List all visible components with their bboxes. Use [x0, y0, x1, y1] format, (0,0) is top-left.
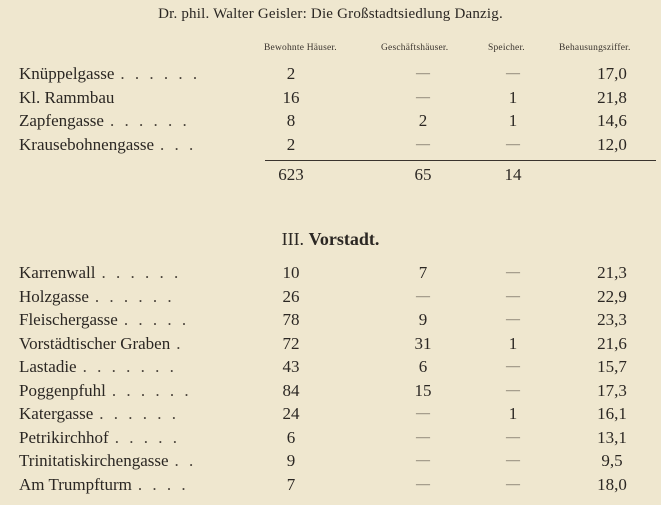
street-name — [19, 86, 264, 109]
street-name — [19, 332, 264, 355]
warehouses-cell: — — [506, 429, 520, 445]
commercial-houses-cell: — — [416, 406, 430, 421]
table-row — [0, 426, 661, 449]
leader-dots: . . . . . . — [101, 263, 182, 282]
warehouses-cell: — — [506, 382, 520, 398]
street-name — [19, 285, 264, 308]
inhabited-houses-cell: 7 — [286, 474, 296, 494]
occupancy-rate-cell: 17,3 — [597, 380, 627, 400]
occupancy-rate-cell: 14,6 — [597, 111, 627, 130]
leader-dots: . . . . . . — [94, 286, 175, 306]
occupancy-rate-cell: 22,9 — [597, 286, 627, 306]
occupancy-rate-cell: 21,6 — [597, 333, 627, 353]
occupancy-rate-cell: 23,3 — [597, 310, 627, 329]
street-name — [19, 261, 264, 284]
col-header-occupancy-rate: Behausungsziffer. — [559, 43, 631, 53]
commercial-houses-cell: 15 — [414, 380, 432, 400]
leader-dots: . . . . . — [114, 427, 180, 447]
commercial-houses-cell: — — [416, 288, 430, 304]
inhabited-houses-cell: 43 — [282, 357, 300, 376]
warehouses-cell: — — [506, 453, 520, 468]
inhabited-houses-cell: 2 — [286, 64, 296, 83]
warehouses-cell: — — [506, 476, 520, 492]
inhabited-houses-cell: 2 — [286, 134, 296, 154]
commercial-houses-cell: 2 — [418, 111, 428, 130]
street-name — [19, 473, 264, 496]
leader-dots: . . . . . . — [111, 380, 192, 400]
warehouses-cell: — — [506, 136, 520, 152]
occupancy-rate-cell: 17,0 — [597, 64, 627, 83]
street-name — [19, 133, 264, 156]
warehouses-cell: — — [506, 66, 520, 81]
table-row — [0, 261, 661, 284]
street-label: Fleischergasse — [19, 310, 118, 329]
inhabited-houses-cell: 16 — [282, 87, 300, 107]
leader-dots: . . . . . . — [109, 111, 190, 130]
leader-dots: . . . . . . — [120, 64, 201, 83]
table-row — [0, 285, 661, 308]
col-header-inhabited-houses: Bewohnte Häuser. — [264, 43, 337, 53]
leader-dots: . . . — [160, 134, 197, 154]
street-name — [19, 379, 264, 402]
street-label: Zapfengasse — [19, 111, 104, 130]
inhabited-houses-cell: 78 — [282, 310, 300, 329]
total-warehouses: 14 — [504, 165, 522, 184]
total-commercial: 65 — [414, 165, 432, 184]
commercial-houses-cell: — — [416, 66, 430, 81]
warehouses-cell: 1 — [508, 333, 518, 353]
leader-dots: . . . . . . — [99, 404, 180, 423]
occupancy-rate-cell: 16,1 — [597, 404, 627, 423]
inhabited-houses-cell: 6 — [286, 427, 296, 447]
leader-dots: . . — [174, 451, 197, 470]
warehouses-cell: 1 — [508, 404, 518, 423]
commercial-houses-cell: — — [416, 453, 430, 468]
total-inhabited: 623 — [278, 165, 304, 184]
section-number: III. — [281, 229, 305, 249]
occupancy-rate-cell: 12,0 — [597, 134, 627, 154]
commercial-houses-cell: — — [416, 429, 430, 445]
table-row — [0, 379, 661, 402]
street-label: Krausebohnengasse — [19, 134, 155, 154]
warehouses-cell: — — [506, 312, 520, 327]
commercial-houses-cell: 9 — [418, 310, 428, 329]
warehouses-cell: 1 — [508, 111, 518, 130]
col-header-warehouses: Speicher. — [488, 43, 525, 53]
commercial-houses-cell: — — [416, 136, 430, 152]
street-name — [19, 402, 264, 425]
occupancy-rate-cell: 21,3 — [597, 263, 627, 282]
warehouses-cell: — — [506, 359, 520, 374]
street-name — [19, 449, 264, 472]
street-label: Katergasse — [19, 404, 94, 423]
leader-dots: . . . . — [137, 474, 189, 494]
page-header: Dr. phil. Walter Geisler: Die Großstadtsiedlung Danzig. — [158, 6, 503, 22]
leader-dots: . — [176, 333, 184, 353]
commercial-houses-cell: — — [416, 476, 430, 492]
warehouses-cell: — — [506, 265, 520, 280]
street-name — [19, 109, 264, 132]
street-label: Knüppelgasse — [19, 64, 115, 83]
totals-row — [0, 163, 661, 186]
warehouses-cell: 1 — [508, 87, 518, 107]
section-heading — [0, 229, 661, 250]
inhabited-houses-cell: 9 — [286, 451, 296, 470]
street-label: Trinitatiskirchengasse — [19, 451, 169, 470]
table-row — [0, 355, 661, 378]
street-label: Karrenwall — [19, 263, 96, 282]
section-title: Vorstadt. — [308, 229, 380, 249]
street-label: Lastadie — [19, 357, 77, 376]
occupancy-rate-cell: 21,8 — [597, 87, 627, 107]
commercial-houses-cell: 7 — [418, 263, 428, 282]
table-row — [0, 473, 661, 496]
street-name — [19, 426, 264, 449]
table-row — [0, 402, 661, 425]
inhabited-houses-cell: 84 — [282, 380, 300, 400]
street-name — [19, 62, 264, 85]
occupancy-rate-cell: 9,5 — [601, 451, 623, 470]
table-row — [0, 86, 661, 109]
table-row — [0, 62, 661, 85]
inhabited-houses-cell: 10 — [282, 263, 300, 282]
table-row — [0, 332, 661, 355]
street-label: Poggenpfuhl — [19, 380, 106, 400]
inhabited-houses-cell: 8 — [286, 111, 296, 130]
inhabited-houses-cell: 72 — [282, 333, 300, 353]
inhabited-houses-cell: 24 — [282, 404, 300, 423]
table-row — [0, 133, 661, 156]
table-row — [0, 449, 661, 472]
leader-dots: . . . . . . . — [82, 357, 177, 376]
street-label: Holzgasse — [19, 286, 89, 306]
commercial-houses-cell: — — [416, 89, 430, 105]
occupancy-rate-cell: 13,1 — [597, 427, 627, 447]
occupancy-rate-cell: 15,7 — [597, 357, 627, 376]
commercial-houses-cell: 6 — [418, 357, 428, 376]
table-row — [0, 109, 661, 132]
sum-rule — [265, 160, 656, 161]
table-row — [0, 308, 661, 331]
street-name — [19, 308, 264, 331]
leader-dots: . . . . . — [123, 310, 190, 329]
street-label: Vorstädtischer Graben — [19, 333, 171, 353]
street-label: Am Trumpfturm — [19, 474, 132, 494]
street-label: Kl. Rammbau — [19, 87, 115, 107]
street-name — [19, 355, 264, 378]
commercial-houses-cell: 31 — [414, 333, 432, 353]
inhabited-houses-cell: 26 — [282, 286, 300, 306]
occupancy-rate-cell: 18,0 — [597, 474, 627, 494]
warehouses-cell: — — [506, 288, 520, 304]
col-header-commercial-houses: Geschäftshäuser. — [381, 43, 449, 53]
street-label: Petrikirchhof — [19, 427, 109, 447]
